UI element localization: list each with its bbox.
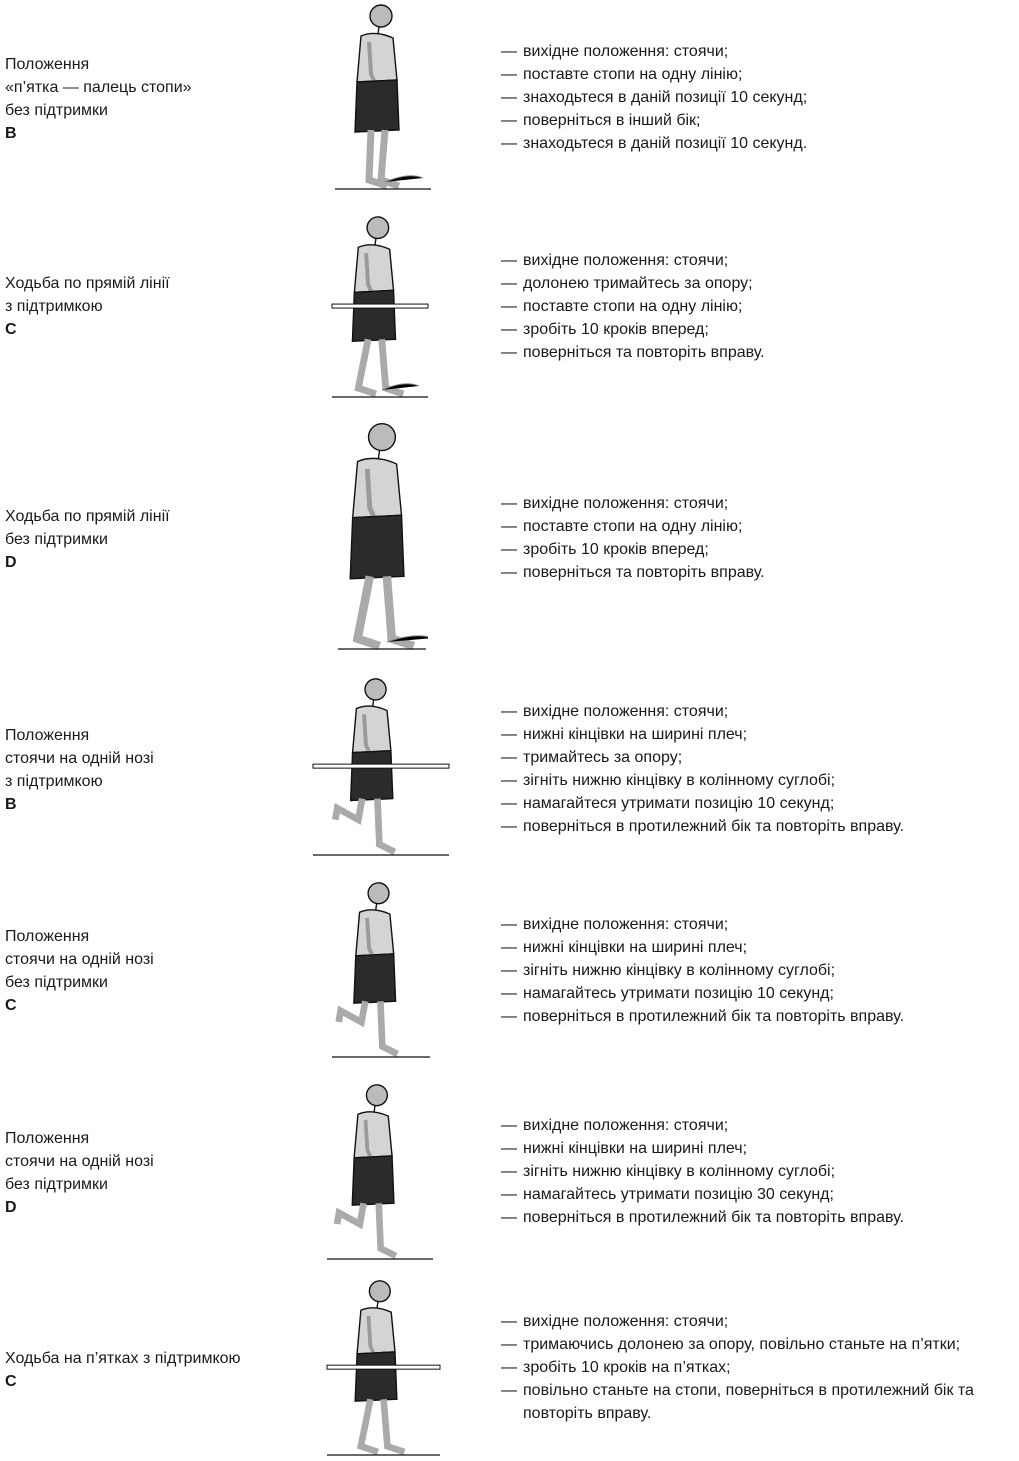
shorts [355, 80, 399, 132]
step-item: — поставте стопи на одну лінію; [501, 515, 1016, 538]
exercise-title-line: «п’ятка — палець стопи» [5, 79, 192, 96]
exercise-illustration [325, 1082, 435, 1262]
step-item: — намагайтеся утримати позицію 10 секунд; [501, 792, 1016, 815]
exercise-title-line: Положення [5, 1130, 90, 1147]
torso [354, 1112, 392, 1158]
step-item: — поставте стопи на одну лінію; [501, 295, 1016, 318]
step-item: — поставте стопи на одну лінію; [501, 63, 1016, 86]
step-item: — поверніться в протилежний бік та повторіть вправу. [501, 1206, 1016, 1229]
exercise-title-line: без підтримки [5, 102, 108, 119]
torso [356, 910, 394, 956]
exercise-title-line: Положення [5, 928, 90, 945]
shorts [352, 1156, 394, 1205]
exercise-title-line: Ходьба на п’ятках з підтримкою [5, 1350, 241, 1367]
step-item: — повільно станьте на стопи, поверніться в протилежний бік та повторіть вправу. [501, 1379, 1016, 1425]
person-figure [339, 883, 398, 1054]
step-item: — знаходьтеся в даній позиції 10 секунд; [501, 86, 1016, 109]
support-rail [313, 764, 449, 768]
exercise-title [5, 53, 305, 145]
head [369, 1281, 390, 1302]
exercise-title-line: Положення [5, 727, 90, 744]
step-item: — тримайтесь за опору; [501, 746, 1016, 769]
step-item: — поверніться та повторіть вправу. [501, 561, 1016, 584]
head [368, 883, 389, 904]
exercise-title [5, 724, 305, 816]
step-item: — зробіть 10 кроків на п’ятках; [501, 1356, 1016, 1379]
difficulty-level: B [5, 125, 17, 142]
exercise-illustration [336, 420, 428, 652]
torso [353, 458, 402, 517]
step-item: — зігніть нижню кінцівку в колінному суглобі; [501, 1160, 1016, 1183]
exercise-title-line: стоячи на одній нозі [5, 750, 154, 767]
step-item: — нижні кінцівки на ширині плеч; [501, 723, 1016, 746]
exercise-steps [501, 913, 1016, 1028]
difficulty-level: D [5, 1199, 17, 1216]
step-item: — поверніться та повторіть вправу. [501, 341, 1016, 364]
step-item: — намагайтесь утримати позицію 10 секунд; [501, 982, 1016, 1005]
exercise-title-line: стоячи на одній нозі [5, 951, 154, 968]
head [367, 217, 389, 239]
person-figure [355, 5, 399, 186]
torso [353, 706, 391, 753]
person-figure [350, 424, 413, 646]
exercise-steps [501, 249, 1016, 364]
step-item: — зробіть 10 кроків вперед; [501, 318, 1016, 341]
step-item: — вихідне положення: стоячи; [501, 40, 1016, 63]
exercise-title [5, 505, 305, 574]
exercise-title-line: стоячи на одній нозі [5, 1153, 154, 1170]
torso [357, 1308, 395, 1354]
shorts [352, 290, 395, 341]
head [366, 1085, 387, 1106]
exercise-title [5, 272, 305, 341]
exercise-title [5, 1347, 305, 1393]
exercise-title-line: з підтримкою [5, 773, 103, 790]
difficulty-level: B [5, 796, 17, 813]
step-item: — поверніться в протилежний бік та повторіть вправу. [501, 1005, 1016, 1028]
exercise-title [5, 925, 305, 1017]
exercise-illustration [333, 2, 433, 192]
step-item: — поверніться в інший бік; [501, 109, 1016, 132]
step-item: — вихідне положення: стоячи; [501, 913, 1016, 936]
exercise-steps [501, 492, 1016, 584]
shorts [354, 954, 396, 1003]
person-figure [337, 1085, 396, 1256]
difficulty-level: C [5, 1373, 17, 1390]
torso [357, 33, 397, 82]
exercise-title-line: Ходьба по прямій лінії [5, 508, 170, 525]
support-rail [332, 304, 428, 308]
exercise-illustration [311, 676, 451, 858]
exercise-title [5, 1127, 305, 1219]
step-item: — зробіть 10 кроків вперед; [501, 538, 1016, 561]
exercise-title-line: без підтримки [5, 1176, 108, 1193]
exercise-title-line: без підтримки [5, 531, 108, 548]
difficulty-level: D [5, 554, 17, 571]
step-item: — вихідне положення: стоячи; [501, 700, 1016, 723]
step-item: — намагайтесь утримати позицію 30 секунд; [501, 1183, 1016, 1206]
shorts [350, 515, 404, 578]
step-item: — вихідне положення: стоячи; [501, 1310, 1016, 1333]
step-item: — зігніть нижню кінцівку в колінному суглобі; [501, 959, 1016, 982]
step-item: — вихідне положення: стоячи; [501, 1114, 1016, 1137]
step-item: — вихідне положення: стоячи; [501, 492, 1016, 515]
exercise-title-line: без підтримки [5, 974, 108, 991]
exercise-steps [501, 700, 1016, 838]
exercise-title-line: Положення [5, 56, 90, 73]
step-item: — знаходьтеся в даній позиції 10 секунд. [501, 132, 1016, 155]
exercise-steps [501, 1310, 1016, 1425]
step-item: — нижні кінцівки на ширині плеч; [501, 1137, 1016, 1160]
step-item: — поверніться в протилежний бік та повторіть вправу. [501, 815, 1016, 838]
torso [354, 245, 393, 293]
step-item: — вихідне положення: стоячи; [501, 249, 1016, 272]
difficulty-level: C [5, 997, 17, 1014]
exercise-title-line: Ходьба по прямій лінії [5, 275, 170, 292]
step-item: — долонею тримайтесь за опору; [501, 272, 1016, 295]
step-item: — тримаючись долонею за опору, повільно станьте на п’ятки; [501, 1333, 1016, 1356]
exercise-illustration [330, 214, 430, 400]
shorts [355, 1352, 397, 1401]
exercise-steps [501, 40, 1016, 155]
head [370, 5, 392, 27]
exercise-illustration [325, 1278, 442, 1458]
difficulty-level: C [5, 321, 17, 338]
exercise-illustration [330, 880, 432, 1060]
shorts [351, 751, 393, 801]
head [369, 424, 396, 451]
support-rail [327, 1365, 440, 1369]
exercise-steps [501, 1114, 1016, 1229]
head [365, 679, 386, 700]
exercise-title-line: з підтримкою [5, 298, 103, 315]
motion-arrow [385, 176, 423, 182]
step-item: — нижні кінцівки на ширині плеч; [501, 936, 1016, 959]
step-item: — зігніть нижню кінцівку в колінному суглобі; [501, 769, 1016, 792]
